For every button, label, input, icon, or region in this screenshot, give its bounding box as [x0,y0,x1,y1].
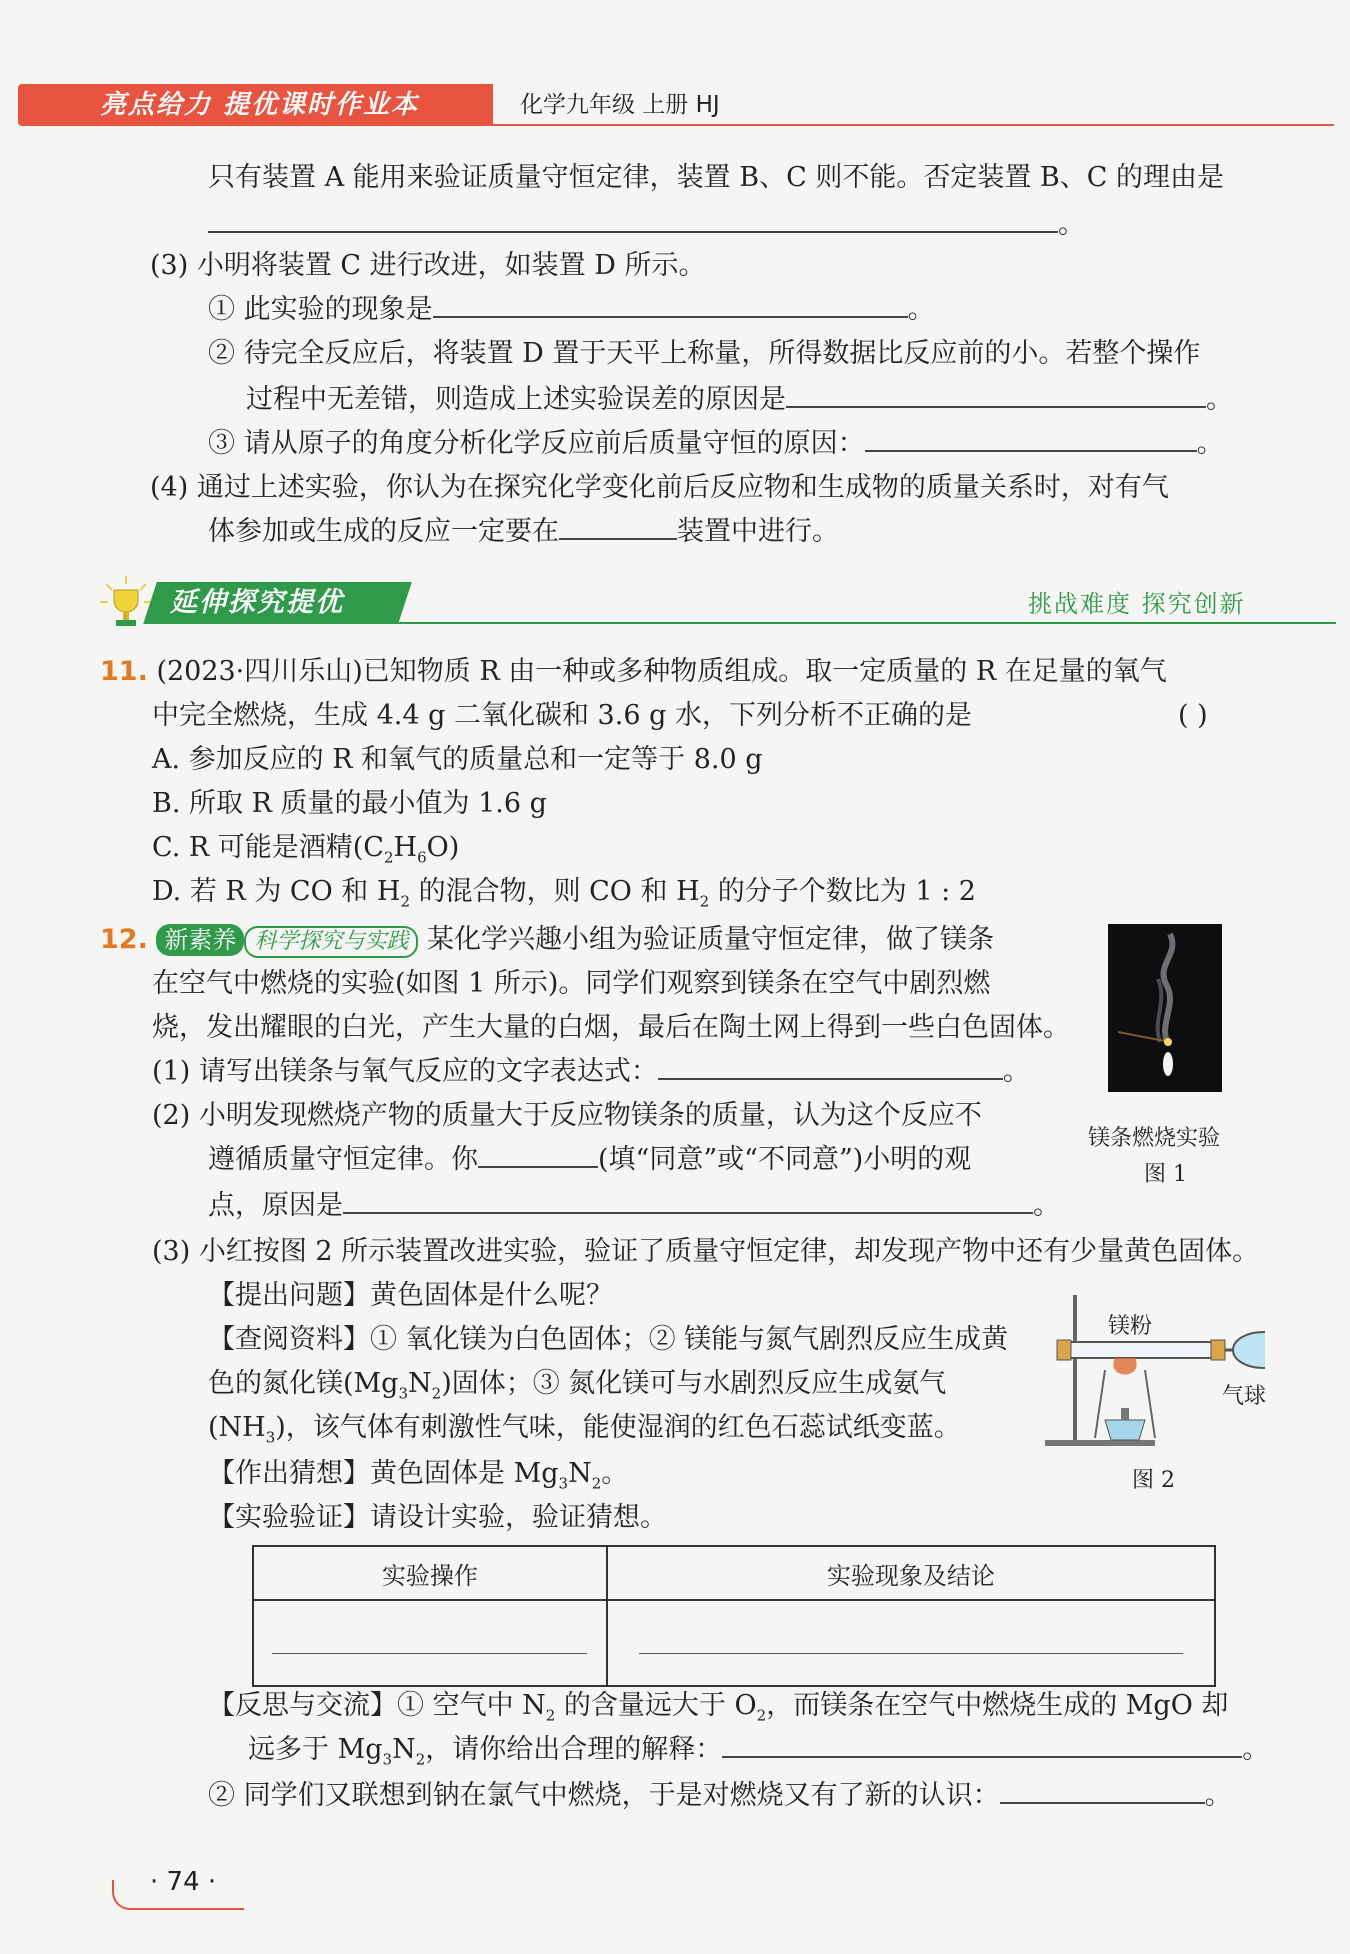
blank[interactable] [478,1140,598,1168]
badge-science-inquiry: 科学探究与实践 [244,926,418,958]
text-line: 只有装置 A 能用来验证质量守恒定律，装置 B、C 则不能。否定装置 B、C 的理由是 [208,162,1224,193]
header-title: 亮点给力 提优课时作业本 [100,90,420,120]
text-line: 【实验验证】请设计实验，验证猜想。 [208,1502,667,1533]
label-mg-powder: 镁粉 [1108,1314,1153,1339]
text-line: 色的氮化镁$(Mg_3N_2)$固体；③ 氮化镁可与水剧烈反应生成氨气 [208,1368,947,1403]
text-line: 【反思与交流】① 空气中 $N_2$ 的含量远大于 $O_2$，而镁条在空气中燃烧生成的 MgO 却 [208,1690,1229,1725]
text-line: 远多于 $Mg_3N_2$，请你给出合理的解释： 。 [248,1730,1269,1779]
text-line: 【查阅资料】① 氧化镁为白色固体；② 镁能与氮气剧烈反应生成黄 [208,1324,1009,1355]
figure2-label: 图 2 [1132,1468,1175,1493]
blank[interactable] [786,380,1206,408]
experiment-table [252,1545,1216,1687]
answer-line: 。 [208,205,1085,245]
badge-new-literacy: 新素养 [156,924,244,956]
table-header: 实验操作 [253,1546,607,1600]
text-line: 点，原因是 。 [208,1186,1060,1226]
header-subject: 化学九年级 上册 HJ [520,92,720,118]
text-line: $(NH_3)$，该气体有刺激性气味，能使湿润的红色石蕊试纸变蓝。 [208,1412,961,1447]
text-line: 【提出问题】黄色固体是什么呢？ [208,1280,613,1311]
section-subtitle: 挑战难度 探究创新 [1028,590,1246,618]
table-cell-result[interactable] [607,1600,1215,1686]
text-line: 遵循质量守恒定律。你 (填“同意”或“不同意”)小明的观 [208,1140,971,1180]
blank[interactable] [658,1052,1003,1080]
text-line: (4) 通过上述实验，你认为在探究化学变化前后反应物和生成物的质量关系时，对有气 [150,472,1169,503]
text-line: ② 待完全反应后，将装置 D 置于天平上称量，所得数据比反应前的小。若整个操作 [208,338,1201,369]
header-rule [492,124,1334,126]
header-banner-arrow [470,84,492,126]
option-d: D. 若 R 为 CO 和 $H_2$ 的混合物，则 CO 和 $H_2$ 的分子个数比为 1 : 2 [152,876,976,911]
text-line: 中完全燃烧，生成 4.4 g 二氧化碳和 3.6 g 水，下列分析不正确的是 [152,700,972,731]
label-balloon: 气球 [1222,1384,1267,1409]
text-line: 在空气中燃烧的实验(如图 1 所示)。同学们观察到镁条在空气中剧烈燃 [152,968,991,999]
text-line: (3) 小红按图 2 所示装置改进实验，验证了质量守恒定律，却发现产物中还有少量黄色固体。 [152,1236,1260,1267]
option-b: B. 所取 R 质量的最小值为 1.6 g [152,788,547,819]
magnesium-burning-photo [1108,924,1222,1092]
blank[interactable] [1000,1776,1205,1804]
answer-paren[interactable]: ( ) [1178,700,1208,731]
text-line: ① 此实验的现象是 。 [208,290,935,330]
blank[interactable] [722,1730,1242,1758]
text-line: 烧，发出耀眼的白光，产生大量的白烟，最后在陶土网上得到一些白色固体。 [152,1012,1070,1043]
section-title: 延伸探究提优 [170,587,344,618]
text-line: 体参加或生成的反应一定要在 装置中进行。 [208,512,839,552]
text-line: ③ 请从原子的角度分析化学反应前后质量守恒的原因： 。 [208,424,1224,464]
option-c: C. R 可能是酒精$(C_2H_6O)$ [152,832,460,867]
text-line: 过程中无差错，则造成上述实验误差的原因是 。 [246,380,1233,420]
blank[interactable] [559,512,677,540]
page-number: · 74 · [150,1867,217,1897]
text-line: (1) 请写出镁条与氧气反应的文字表达式： 。 [152,1052,1030,1092]
figure1-caption: 镁条燃烧实验 [1088,1126,1221,1151]
question-12: 12. 新素养 科学探究与实践 某化学兴趣小组为验证质量守恒定律，做了镁条 [100,920,994,960]
blank[interactable] [433,290,908,318]
blank[interactable] [865,424,1197,452]
text-line: 【作出猜想】黄色固体是 $Mg_3N_2$。 [208,1458,629,1493]
table-cell-operation[interactable] [253,1600,607,1686]
blank[interactable] [343,1186,1033,1214]
text-line: (2) 小明发现燃烧产物的质量大于反应物镁条的质量，认为这个反应不 [152,1100,982,1131]
text-line: (3) 小明将装置 C 进行改进，如装置 D 所示。 [150,250,706,281]
question-11: 11. (2023·四川乐山)已知物质 R 由一种或多种物质组成。取一定质量的 R 在足量的氧气 [100,656,1167,687]
text-line: ② 同学们又联想到钠在氯气中燃烧，于是对燃烧又有了新的认识： 。 [208,1776,1232,1816]
figure1-label: 图 1 [1144,1162,1187,1187]
table-header: 实验现象及结论 [607,1546,1215,1600]
option-a: A. 参加反应的 R 和氧气的质量总和一定等于 8.0 g [152,744,763,775]
blank[interactable] [208,205,1058,233]
